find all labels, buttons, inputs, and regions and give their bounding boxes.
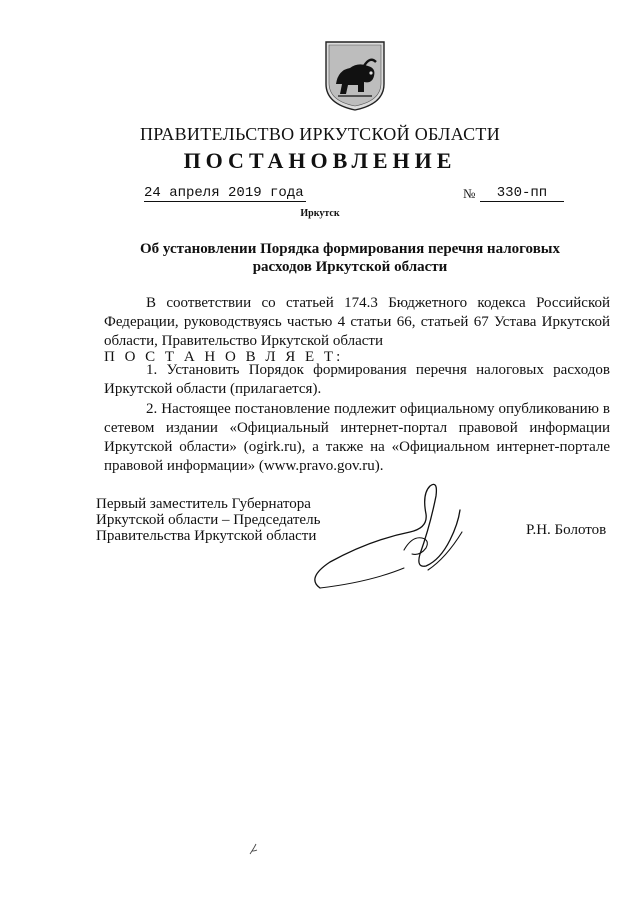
decree-item: 2. Настоящее постановление подлежит официальному опубликованию в сетевом издании «Официальный интернет-портал правовой информации Иркутской области» (ogirk.ru), а также на «Официальном интернет-портале правовой информации» (www.pravo.gov.ru). bbox=[104, 401, 610, 474]
document-type: ПОСТАНОВЛЕНИЕ bbox=[183, 148, 457, 173]
signer-position-line: Первый заместитель Губернатора bbox=[96, 496, 311, 512]
document-date: 24 апреля 2019 года bbox=[144, 185, 304, 201]
decree-word: П О С Т А Н О В Л Я Е Т: bbox=[104, 349, 344, 365]
signer-position-line: Правительства Иркутской области bbox=[96, 528, 317, 544]
decree-item: 1. Установить Порядок формирования перечня налоговых расходов Иркутской области (прилагается). bbox=[104, 362, 610, 397]
signer-name: Р.Н. Болотов bbox=[526, 522, 607, 538]
coat-of-arms-icon bbox=[324, 40, 386, 112]
signature-icon bbox=[300, 470, 490, 600]
issuing-authority: ПРАВИТЕЛЬСТВО ИРКУТСКОЙ ОБЛАСТИ bbox=[139, 124, 501, 144]
document-title: Об установлении Порядка формирования перечня налоговых расходов Иркутской области bbox=[140, 241, 560, 275]
city-name: Иркутск bbox=[300, 208, 340, 219]
number-label: № bbox=[463, 186, 476, 201]
pen-mark-icon bbox=[246, 842, 260, 856]
document-number: 330-пп bbox=[480, 185, 564, 202]
signer-position-line: Иркутской области – Председатель bbox=[96, 512, 321, 528]
signer-position bbox=[96, 496, 320, 544]
intro-paragraph: В соответствии со статьей 174.3 Бюджетного кодекса Российской Федерации, руководствуясь частью 4 статьи 66, статьей 67 Устава Иркутской области, Правительство Иркутской области bbox=[104, 295, 610, 349]
